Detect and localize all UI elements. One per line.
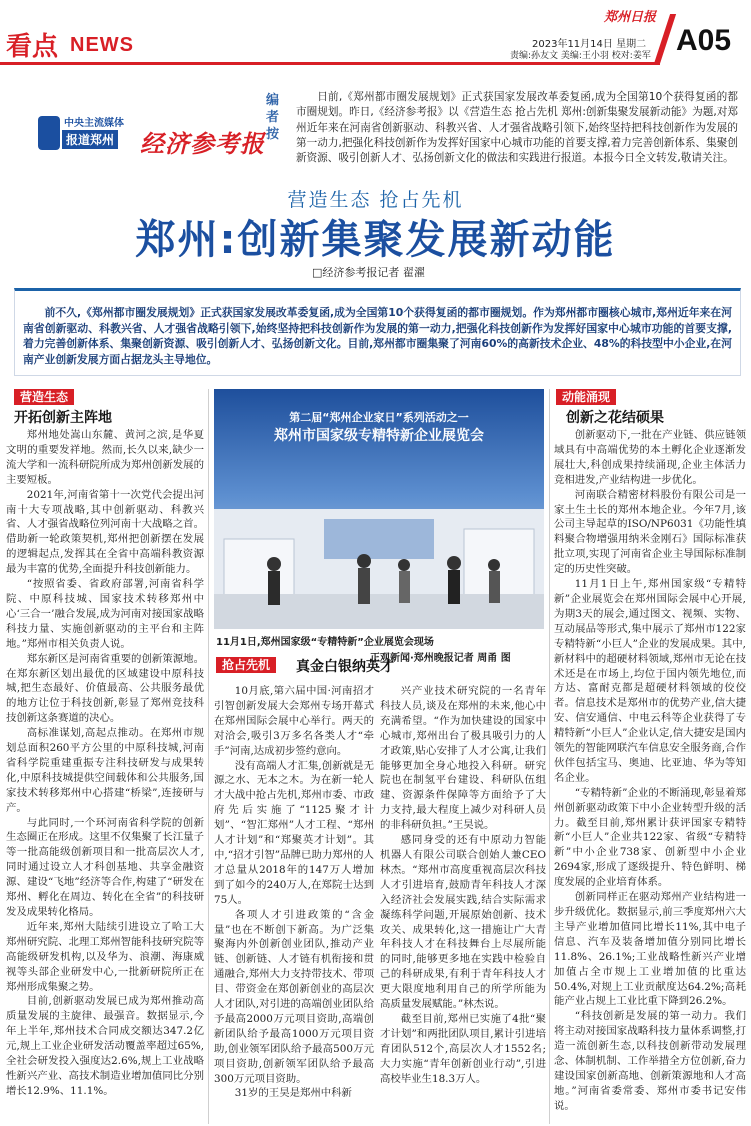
body-paragraph: 目前,创新驱动发展已成为郑州推动高质量发展的主旋律、最强音。数据显示,今年上半年,郑州技术合同成交额达347.2亿元,规上工业企业研发活动覆盖率超过65%,全社会研发投入强度达2.6%,规上工业战略性新兴产业、高技术制造业增加值同比分别增长12.9%、11.1%。: [6, 995, 204, 1097]
section-name-en: NEWS: [70, 34, 134, 56]
logo-line1: 中央主流媒体: [64, 118, 124, 129]
photo-caption: 11月1日,郑州国家级“专精特新”企业展览会现场: [216, 637, 434, 648]
section3-subhead: 创新之花结硕果: [566, 410, 664, 426]
article-kicker: 营造生态 抢占先机: [287, 189, 464, 211]
body-paragraph: 兴产业技术研究院的一名青年科技人员,谈及在郑州的未来,他心中充满希望。“作为加快建设的国家中心城市,郑州出台了极具吸引力的人才政策,贴心安排了人才公寓,让我们能够更加全身心地投入科研。研究院也在制氢平台建设、科研队伍组建、资源条件保障等方面给予了大力支持,最大程度上减少对科研人员的非科研负担。”王昊说。: [380, 685, 546, 832]
section3-body: [554, 428, 746, 1124]
editors-note: 日前,《郑州都市圈发展规划》正式获国家发展改革委复函,成为全国第10个获得复函的都市圈规划。昨日,《经济参考报》以《营造生态 抢占先机 郑州:创新集聚发展新动能》为题,对郑州近年来在河南省创新驱动、科教兴省、人才强省战略引领下,始终坚持把科技创新作为发展的第一动力,把强化科技创新作为发挥好国家中心城市功能的首要支撑,着力完善创新体系、集聚创新资源、吸引创新人才、弘扬创新文化的做法和实践进行报道。本报今日全文转发,敬请关注。: [296, 91, 738, 165]
section2-subhead: 真金白银纳英才: [296, 659, 394, 675]
header-rule: [0, 62, 660, 65]
body-paragraph: 各项人才引进政策的“含金量”也在不断创下新高。为广泛集聚海内外创新创业团队,推动产业链、创新链、人才链有机衔接和贯通融合,郑州大力支持带技术、带项目、带资金在郑创新创业的高层次人才团队,对引进的高端创业团队给予最高2000万元项目资助,高端创新团队给予最高1000万元项目资助,创业领军团队给予最高500万元项目资助,创新领军团队给予最高300万元项目资助。: [214, 908, 374, 1085]
body-paragraph: 10月底,第六届中国·河南招才引智创新发展大会郑州专场开幕式在郑州国际会展中心举行。两天的对洽会,吸引3万多名各类人才“牵手”河南,达成初步签约意向。: [214, 685, 374, 757]
body-paragraph: 创新驱动下,一批在产业链、供应链领域具有中高端优势的本土孵化企业逐渐发展壮大,科创成果持续涌现,企业主体活力竞相进发,产业结构进一步优化。: [554, 429, 746, 486]
section2-tag: 抢占先机: [216, 657, 276, 673]
body-paragraph: 近年来,郑州大陆续引进设立了哈工大郑州研究院、北理工郑州智能科技研究院等高能级研发机构,以及华为、浪潮、海康威视等头部企业研发中心,一批新研院所正在郑州形成集聚之势。: [6, 920, 204, 993]
article-headline: 郑州:创新集聚发展新动能: [135, 217, 616, 263]
body-paragraph: 高标准谋划,高起点推动。在郑州市规划总面积260平方公里的中原科技城,河南省科学院重建重振专注科技研发与成果转化,中原科技城提供空间载体和公共服务,国家技术转移郑州中心搭建“桥梁”,连接研与产。: [6, 727, 204, 814]
body-paragraph: 31岁的王昊是郑州中科新: [234, 1087, 352, 1100]
body-paragraph: 2021年,河南省第十一次党代会提出河南十大专项战略,其中创新驱动、科教兴省、人才强省战略位列河南十大战略之首。借助新一轮政策契机,郑州把创新摆在发展的逻辑起点,发挥其在全省中高端科教资源最为丰富的优势,全面提升科技创新能力。: [6, 488, 204, 576]
body-paragraph: 截至目前,郑州已实施了4批“聚才计划”和两批团队项目,累计引进培育团队512个,高层次人才1552名;大力实施“青年创新创业行动”,引进高校毕业生18.3万人。: [380, 1012, 546, 1085]
body-paragraph: 创新同样正在驱动郑州产业结构进一步升级优化。数据显示,前三季度郑州六大主导产业增加值同比增长11%,其中电子信息、汽车及装备增加值分别同比增长11.8%、26.1%;工业战略性新兴产业增加值占全市规上工业增加值的比重达50.4%,对规上工业贡献度达64.2%;高耗能产业占规上工业比重下降到26.2%。: [554, 891, 746, 1008]
section1-tag: 营造生态: [14, 389, 74, 405]
section2-body-a: [214, 684, 374, 1124]
body-paragraph: 没有高端人才汇集,创新就是无源之水、无本之木。为在新一轮人才大战中抢占先机,郑州市委、市政府先后实施了“1125聚才计划”、“智汇郑州”人才工程、“郑州人才计划”和“郑聚英才计划”。其中,“招才引智”品牌已助力郑州的人才总量从2018年的147万人增加到了如今的240万人,在郑院士达到75人。: [214, 759, 374, 906]
issue-date: 2023年11月14日 星期二: [532, 39, 647, 50]
body-paragraph: 郑东新区是河南省重要的创新策源地。在郑东新区划出最优的区域建设中原科技城,把生态最好、价值最高、公共服务最优的地方让位于科技创新,彰显了郑州竞技科技创新这条赛道的决心。: [6, 652, 204, 725]
source-brand: 经济参考报: [140, 129, 265, 158]
editor-credits: 责编:孙友文 美编:王小羽 校对:姜军: [510, 51, 651, 61]
page-header: [0, 0, 751, 66]
body-paragraph: “按照省委、省政府部署,河南省科学院、中原科技城、国家技术转移郑州中心‘三合一’融合发展,成为河南对接国家战略科技力量、实施创新驱动的主平台和主阵地。”郑州市相关负责人说。: [6, 578, 204, 650]
body-paragraph: 感同身受的还有中原动力智能机器人有限公司联合创始人兼CEO林杰。“郑州市高度重视高层次科技人才引进培育,鼓励青年科技人才深入经济社会发展实践,结合实际需求凝练科学问题,开展原始创新、技术攻关、成果转化,这一措施让广大青年科技人才在科技舞台上尽展所能的同时,能够更多地在实践中检验自己的科研成果,有利于青年科技人才更大限度地利用自己的所学所能为高质量发展赋能。”林杰说。: [380, 834, 546, 1011]
section3-tag: 动能涌现: [556, 389, 616, 405]
paper-name: 郑州日报: [604, 10, 657, 25]
page-number: A05: [676, 24, 732, 57]
article-byline: □经济参考报记者 翟濯: [312, 266, 425, 279]
body-paragraph: 与此同时,一个环河南省科学院的创新生态圈正在形成。这里不仅集聚了长江量子等一批高能级创新项目和一批高层次人才,同时通过设立人才科创基地、共享金融资源、建设“飞地”经济等合作,构建了“研发在郑州、孵化在周边、转化在全省”的科技研发及成果转化格局。: [6, 816, 204, 918]
article-lead: 前不久,《郑州都市圈发展规划》正式获国家发展改革委复函,成为全国第10个获得复函的都市圈规划。作为郑州都市圈核心城市,郑州近年来在河南省创新驱动、科教兴省、人才强省战略引领下,始终坚持把科技创新作为发展的第一动力,把强化科技创新作为发挥好国家中心城市功能的首要支撑,着力完善创新体系、集聚创新资源、吸引创新人才、弘扬创新文化。目前,郑州都市圈集聚了河南60%的高新技术企业、48%的科技型中小企业,在河南产业创新发展方面占据龙头主导地位。: [14, 288, 741, 376]
editors-note-tag: 编者按: [266, 93, 280, 142]
camera-icon: [38, 116, 60, 150]
body-paragraph: “科技创新是发展的第一动力。我们将主动对接国家战略科技力量体系调整,打造一流创新生态,以科技创新带动发展理念、体制机制、工作举措全方位创新,奋力建设国家创新高地、创新策源地和人才高地。”河南省委常委、郑州市委书记安伟说。: [554, 1010, 746, 1112]
section2-body-b: [380, 684, 546, 1124]
section1-body: [6, 428, 204, 1124]
photo-banner-line1: 第二届“郑州企业家日”系列活动之一: [289, 411, 469, 424]
body-paragraph: 郑州地处嵩山东麓、黄河之滨,是华夏文明的重要发祥地。然而,长久以来,缺少一流大学和一流科研院所成为郑州创新发展的主要短板。: [6, 429, 204, 486]
body-paragraph: 河南联合精密材料股份有限公司是一家土生土长的郑州本地企业。今年7月,该公司主导起草的ISO/NP6031《功能性填料聚合物增强用纳米金刚石》国际标准获批立项,实现了河南省企业主导国际标准制定的历史性突破。: [554, 488, 746, 576]
page-slash-mark: [654, 14, 676, 64]
body-paragraph: 11月1日上午,郑州国家级“专精特新”企业展览会在郑州国际会展中心开展,为期3天的展会,通过图文、视频、实物、互动展品等形式,集中展示了郑州市122家专精特新“小巨人”企业的发展成果。其中,新材料中的超硬材料领域,郑州市无论在技术还是在市场上,均位于国内领先地位,而方达、富耐克都是超硬材料领域的佼佼者。信息技术是郑州市的优势产业,信大捷安、信安通信、中电云科等企业获得了专精特新“小巨人”企业认定,信大捷安是国内领先的智能网联汽车信息安全服务商,合作伙伴包括宝马、奥迪、比亚迪、华为等知名企业。: [554, 578, 746, 784]
photo-credit: 正观新闻·郑州晚报记者 周甬 图: [370, 653, 511, 664]
section1-subhead: 开拓创新主阵地: [14, 410, 112, 426]
column-divider: [208, 389, 209, 1124]
exhibition-photo: [214, 389, 544, 629]
column-divider: [549, 389, 550, 1124]
body-paragraph: “专精特新”企业的不断涌现,彰显着郑州创新驱动政策下中小企业转型升级的活力。截至目前,郑州累计获评国家专精特新“小巨人”企业共122家、省级“专精特新”中小企业738家、创新型中小企业2694家,形成了逐级提升、特色鲜明、梯度发展的企业培育体系。: [554, 786, 746, 889]
photo-banner-line2: 郑州市国家级专精特新企业展览会: [274, 428, 484, 444]
logo-line2: 报道郑州: [62, 130, 118, 149]
section-name-cn: 看点: [6, 32, 59, 62]
media-logo: [38, 112, 134, 154]
